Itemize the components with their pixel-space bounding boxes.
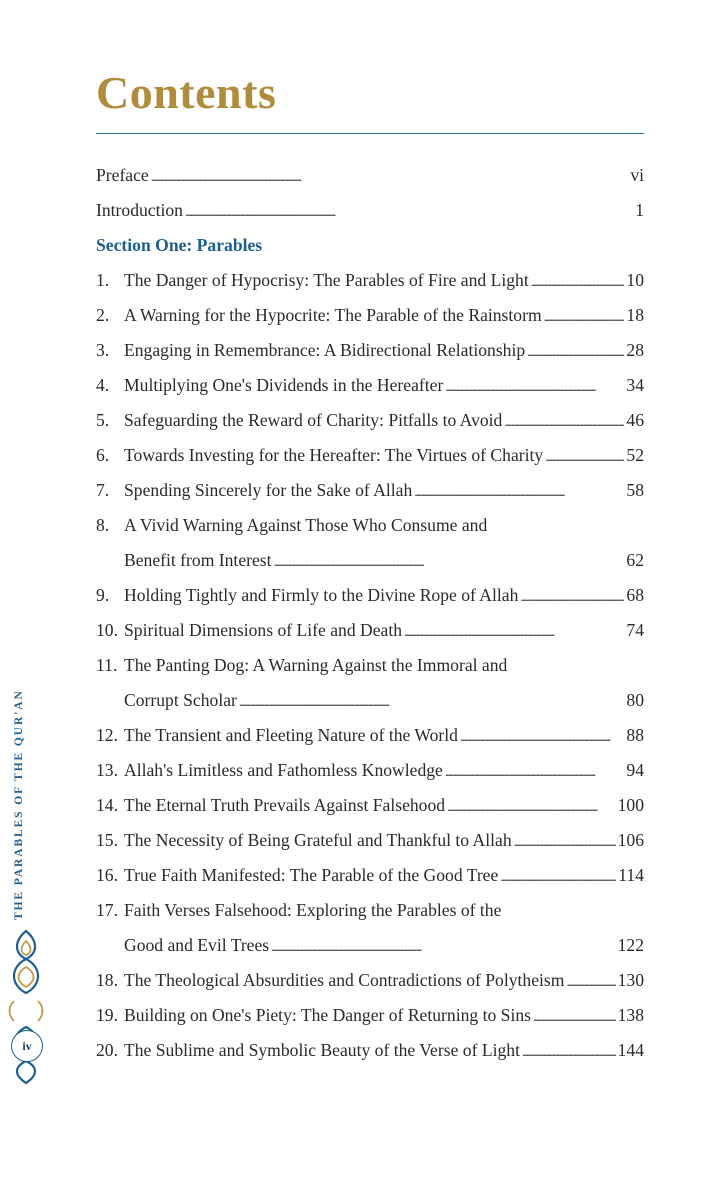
toc-entry-number: 9. — [96, 585, 110, 605]
toc-entry-title: The Sublime and Symbolic Beauty of the Verse of Light — [124, 1040, 520, 1060]
toc-entry-number: 4. — [96, 375, 110, 395]
toc-entry[interactable] — [96, 963, 644, 998]
toc-entry-title: Introduction — [96, 200, 183, 220]
toc-entry[interactable] — [96, 473, 644, 508]
dot-leader — [271, 928, 615, 964]
title-divider — [96, 133, 644, 134]
dot-leader — [504, 403, 624, 439]
toc-entry-page: 58 — [626, 480, 644, 500]
toc-entry-page: 28 — [626, 340, 644, 360]
toc-entry[interactable] — [96, 823, 644, 858]
toc-entry-number: 12. — [96, 725, 118, 745]
dot-leader — [151, 158, 629, 194]
toc-entry-continuation[interactable] — [96, 543, 644, 578]
toc-entry-continuation[interactable] — [96, 928, 644, 963]
toc-entry-number: 7. — [96, 480, 110, 500]
toc-entry-title: The Panting Dog: A Warning Against the Immoral and — [124, 655, 508, 675]
toc-entry-title: The Eternal Truth Prevails Against Falsehood — [124, 795, 446, 815]
toc-entry[interactable] — [96, 403, 644, 438]
dot-leader — [239, 683, 625, 719]
toc-entry-title: A Vivid Warning Against Those Who Consume and — [124, 515, 488, 535]
toc-entry[interactable] — [96, 613, 644, 648]
page-number-badge: iv — [11, 1030, 43, 1062]
toc-entry[interactable] — [96, 718, 644, 753]
toc-entry-number: 17. — [96, 900, 118, 920]
toc-entry-number: 16. — [96, 865, 118, 885]
dot-leader — [404, 613, 624, 649]
toc-entry-page: 106 — [617, 830, 644, 850]
toc-entry-title: Safeguarding the Reward of Charity: Pitfalls to Avoid — [124, 410, 503, 430]
toc-entry-introduction[interactable] — [96, 193, 644, 228]
toc-entry-page: 10 — [626, 270, 644, 290]
section-one-entries — [96, 263, 644, 1068]
toc-entry-continuation[interactable] — [96, 683, 644, 718]
toc-entry[interactable] — [96, 438, 644, 473]
toc-entry-title: The Necessity of Being Grateful and Thankful to Allah — [124, 830, 512, 850]
toc-entry-title-cont: Benefit from Interest — [124, 550, 272, 570]
ornament-icon — [6, 927, 46, 1087]
toc-entry-page: 68 — [626, 585, 644, 605]
toc-entry-page: 100 — [617, 795, 644, 815]
toc-entry-number: 8. — [96, 515, 110, 535]
toc-entry-number: 2. — [96, 305, 110, 325]
toc-entry-title: Faith Verses Falsehood: Exploring the Parables of the — [124, 900, 502, 920]
toc-entry-preface[interactable] — [96, 158, 644, 193]
toc-entry-number: 6. — [96, 445, 110, 465]
toc-entry-page: 88 — [626, 725, 644, 745]
table-of-contents — [96, 158, 644, 1068]
dot-leader — [544, 298, 625, 334]
toc-entry[interactable] — [96, 298, 644, 333]
toc-entry-number: 11. — [96, 655, 118, 675]
dot-leader — [460, 718, 624, 754]
dot-leader — [447, 788, 616, 824]
toc-entry[interactable] — [96, 578, 644, 613]
toc-entry-page: 52 — [626, 445, 644, 465]
dot-leader — [500, 858, 616, 894]
toc-entry[interactable] — [96, 753, 644, 788]
toc-entry-title: The Danger of Hypocrisy: The Parables of Fire and Light — [124, 270, 529, 290]
toc-entry-number: 1. — [96, 270, 110, 290]
toc-entry-number: 13. — [96, 760, 118, 780]
toc-entry-title: Holding Tightly and Firmly to the Divine Rope of Allah — [124, 585, 519, 605]
toc-entry-number: 3. — [96, 340, 110, 360]
toc-entry-title: True Faith Manifested: The Parable of the Good Tree — [124, 865, 499, 885]
toc-entry-number: 15. — [96, 830, 118, 850]
dot-leader — [566, 963, 615, 999]
toc-entry-title: Engaging in Remembrance: A Bidirectional Relationship — [124, 340, 526, 360]
section-heading: Section One: Parables — [96, 235, 263, 255]
toc-entry-title: The Transient and Fleeting Nature of the World — [124, 725, 458, 745]
dot-leader — [514, 823, 616, 859]
toc-entry-number: 20. — [96, 1040, 118, 1060]
dot-leader — [527, 333, 624, 369]
dot-leader — [185, 193, 633, 229]
toc-entry-page: 144 — [617, 1040, 644, 1060]
toc-entry-title: Allah's Limitless and Fathomless Knowledge — [124, 760, 443, 780]
toc-entry-title: Spending Sincerely for the Sake of Allah — [124, 480, 413, 500]
toc-entry[interactable] — [96, 893, 644, 928]
toc-entry-title: The Theological Absurdities and Contradictions of Polytheism — [124, 970, 565, 990]
toc-entry-title: A Warning for the Hypocrite: The Parable of the Rainstorm — [124, 305, 542, 325]
toc-entry[interactable] — [96, 508, 644, 543]
toc-entry-page: 114 — [618, 865, 644, 885]
spine-book-title: THE PARABLES OF THE QUR'AN — [13, 689, 25, 920]
dot-leader — [533, 998, 616, 1034]
toc-entry-page: 18 — [626, 305, 644, 325]
toc-entry-page: 74 — [626, 620, 644, 640]
toc-entry[interactable] — [96, 1033, 644, 1068]
toc-entry[interactable] — [96, 263, 644, 298]
toc-entry[interactable] — [96, 648, 644, 683]
toc-entry-title: Building on One's Piety: The Danger of Returning to Sins — [124, 1005, 531, 1025]
toc-entry-title-cont: Corrupt Scholar — [124, 690, 237, 710]
dot-leader — [445, 368, 624, 404]
toc-entry-number: 5. — [96, 410, 110, 430]
dot-leader — [531, 263, 625, 299]
toc-entry[interactable] — [96, 998, 644, 1033]
toc-entry-page: 80 — [626, 690, 644, 710]
toc-entry-title: Spiritual Dimensions of Life and Death — [124, 620, 403, 640]
toc-entry-page: 138 — [617, 1005, 644, 1025]
toc-entry-title: Preface — [96, 165, 149, 185]
toc-entry-page: 34 — [626, 375, 644, 395]
toc-entry-page: 130 — [617, 970, 644, 990]
toc-entry-page: 46 — [626, 410, 644, 430]
toc-entry-page: 62 — [626, 550, 644, 570]
dot-leader — [520, 578, 624, 614]
toc-entry-page: 1 — [635, 200, 644, 220]
toc-entry-number: 19. — [96, 1005, 118, 1025]
toc-entry-page: 94 — [626, 760, 644, 780]
toc-entry-number: 10. — [96, 620, 118, 640]
toc-entry-title: Towards Investing for the Hereafter: The Virtues of Charity — [124, 445, 544, 465]
toc-entry-number: 14. — [96, 795, 118, 815]
toc-entry[interactable] — [96, 858, 644, 893]
page-title: Contents — [96, 67, 277, 118]
toc-entry-page: 122 — [617, 935, 644, 955]
dot-leader — [522, 1033, 616, 1069]
dot-leader — [414, 473, 624, 509]
toc-entry[interactable] — [96, 333, 644, 368]
dot-leader — [545, 438, 624, 474]
toc-entry-title-cont: Good and Evil Trees — [124, 935, 270, 955]
toc-entry[interactable] — [96, 788, 644, 823]
toc-entry-page: vi — [630, 165, 644, 185]
dot-leader — [274, 543, 625, 579]
toc-entry-number: 18. — [96, 970, 118, 990]
dot-leader — [445, 753, 625, 789]
toc-entry-title: Multiplying One's Dividends in the Hereafter — [124, 375, 444, 395]
toc-entry[interactable] — [96, 368, 644, 403]
